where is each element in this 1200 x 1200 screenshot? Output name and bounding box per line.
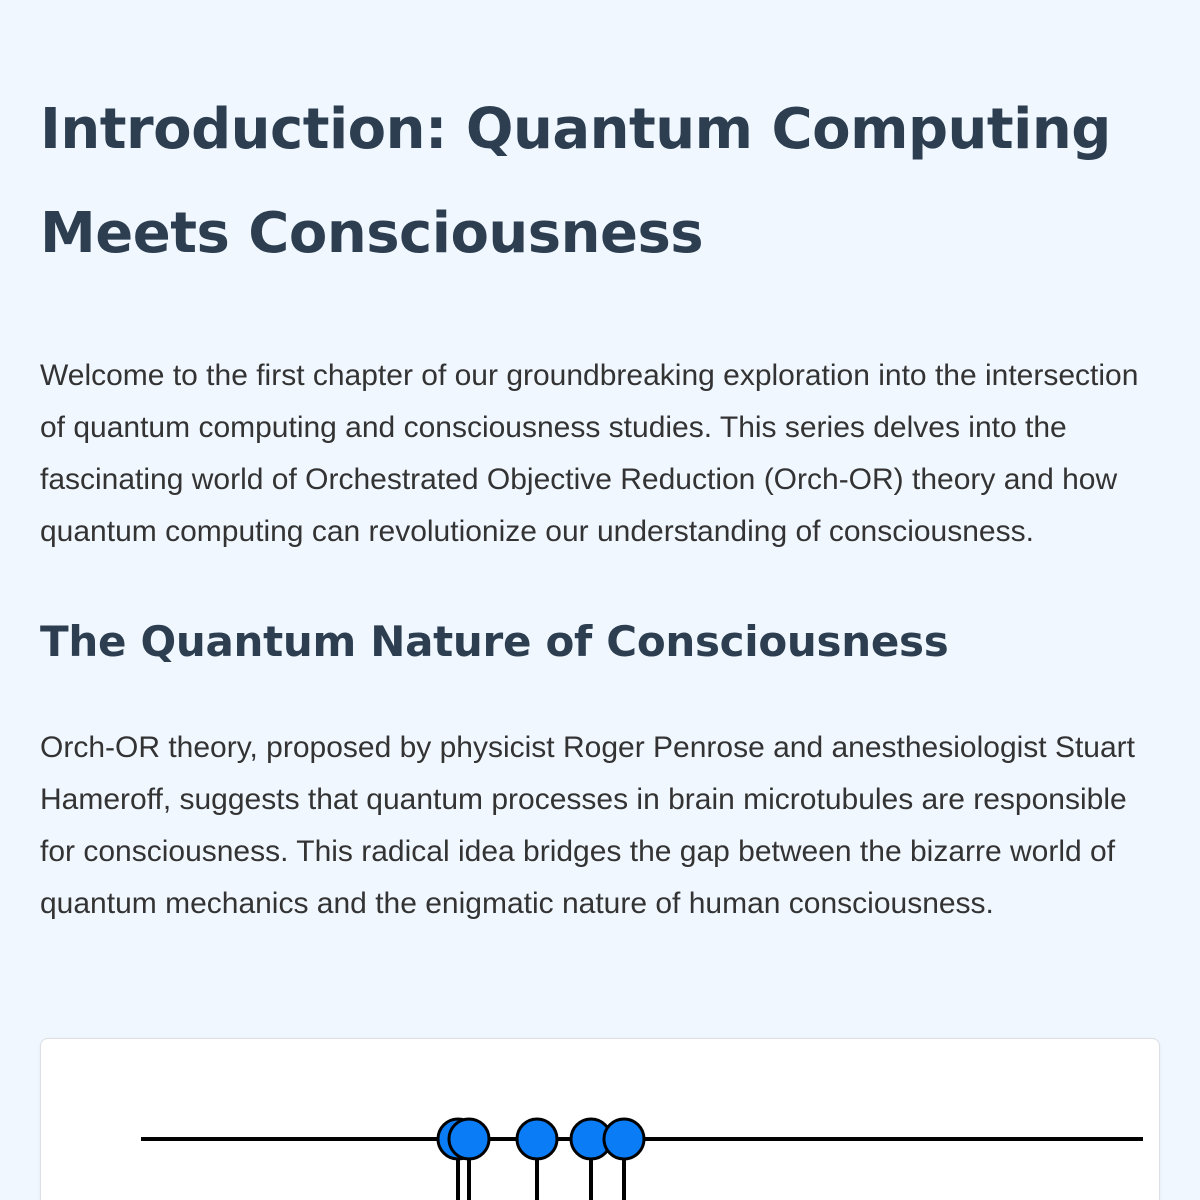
- circuit-nodes: [438, 1119, 644, 1159]
- quantum-circuit-diagram: [41, 1039, 1159, 1200]
- section-paragraph: Orch-OR theory, proposed by physicist Roger Penrose and anesthesiologist Stuart Hameroff, suggests that quantum processes in brain microtubules are responsible for consciousness. This radical idea bridges the gap between the bizarre world of quantum mechanics and the enigmatic nature of human consciousness.: [40, 731, 1135, 920]
- control-node: [604, 1119, 644, 1159]
- article: [40, 78, 1160, 930]
- quantum-circuit-card: [40, 1038, 1160, 1200]
- intro-paragraph: Welcome to the first chapter of our groundbreaking exploration into the intersection of quantum computing and consciousness studies. This series delves into the fascinating world of Orchestrated Objective Reduction (Orch-OR) theory and how quantum computing can revolutionize our understanding of consciousness.: [40, 359, 1139, 548]
- section-heading: The Quantum Nature of Consciousness: [40, 617, 949, 666]
- control-node: [449, 1119, 489, 1159]
- control-node: [517, 1119, 557, 1159]
- page-title: Introduction: Quantum Computing Meets Consciousness: [40, 97, 1111, 266]
